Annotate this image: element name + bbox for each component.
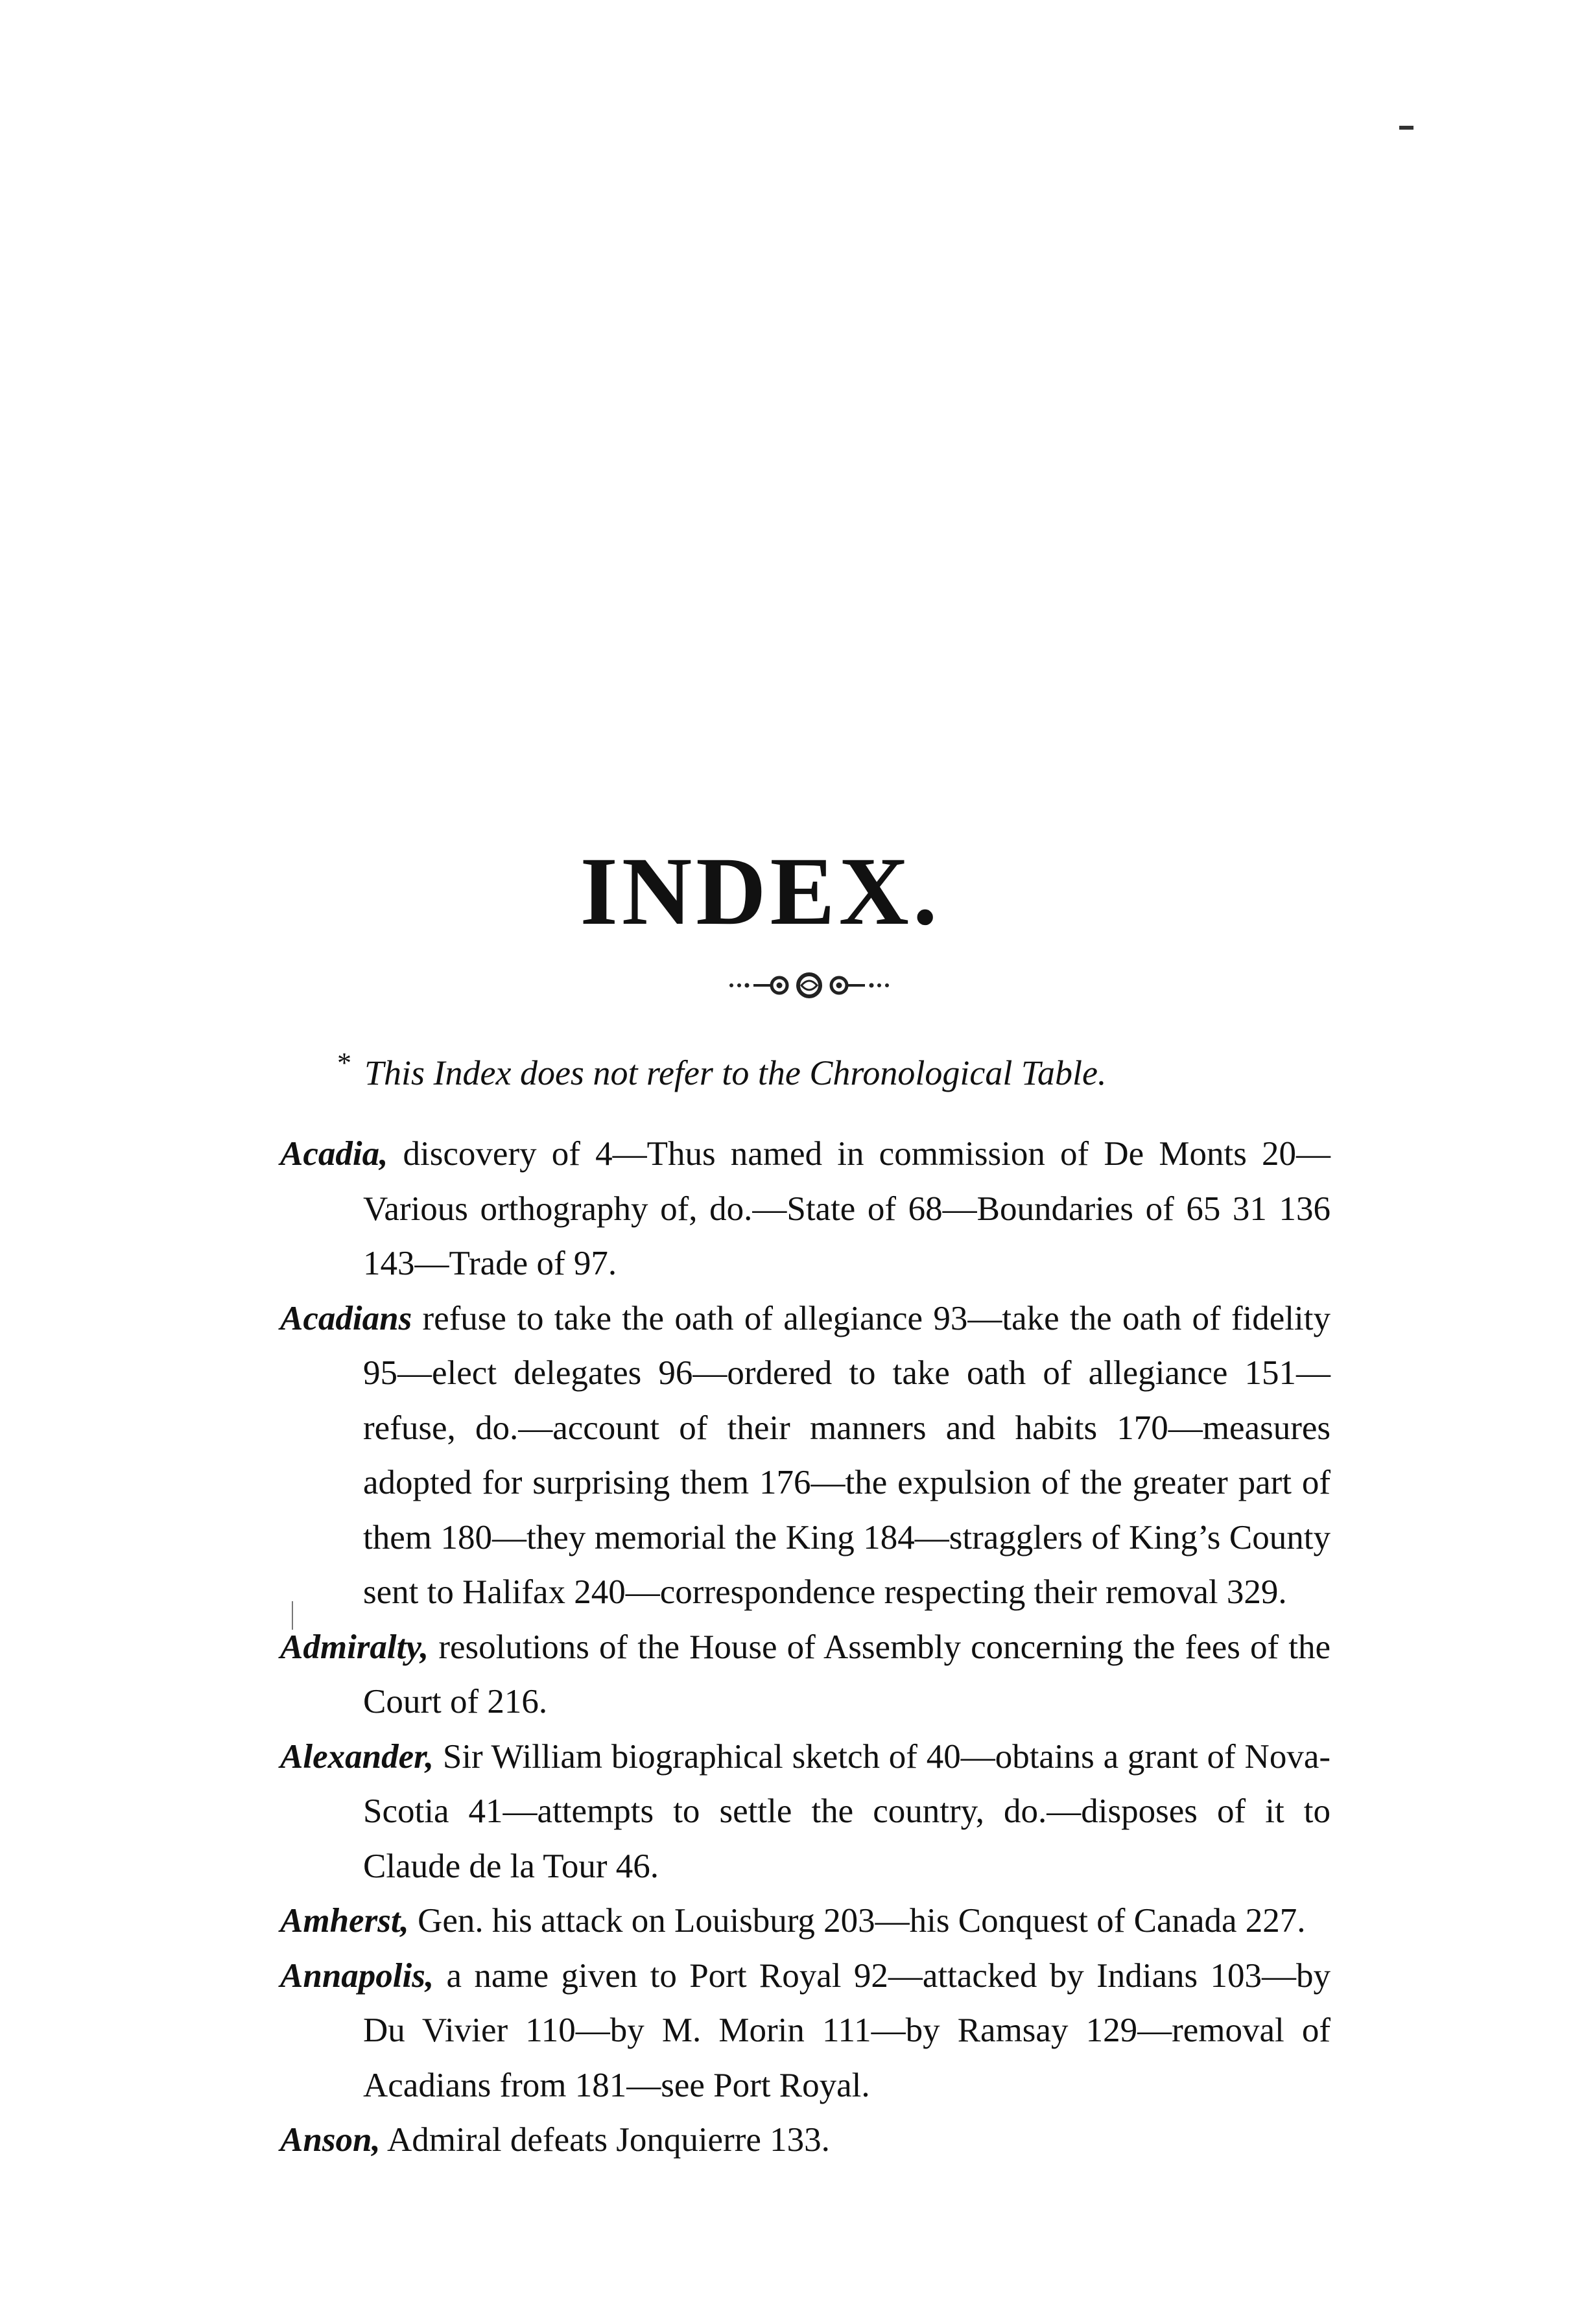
ornament-icon	[725, 972, 893, 998]
entry-text: a name given to Port Royal 92—attacked by Indians 103—by Du Vivier 110—by M. Morin 111—by Ramsay 129—removal of Acadians from 181—see Port Royal.	[363, 1956, 1331, 2104]
entry-heading: Admiralty,	[280, 1628, 429, 1666]
entry-heading: Amherst,	[280, 1902, 409, 1940]
index-entry-alexander	[280, 1730, 1331, 1894]
entry-heading: Acadians	[280, 1299, 412, 1337]
asterisk: *	[337, 1047, 351, 1079]
page-title: INDEX.	[580, 838, 941, 945]
entry-text: Admiral defeats Jonquierre 133.	[387, 2121, 830, 2159]
corner-mark	[1399, 126, 1413, 130]
index-entry-amherst	[280, 1894, 1331, 1949]
entry-text: resolutions of the House of Assembly concerning the fees of the Court of 216.	[363, 1628, 1331, 1720]
entry-text: discovery of 4—Thus named in commission of De Monts 20—Various orthography of, do.—State of 68—Boundaries of 65 31 136 143—Trade of 97.	[363, 1135, 1331, 1282]
note-text: This Index does not refer to the Chronological Table.	[364, 1053, 1107, 1092]
entry-heading: Annapolis,	[280, 1956, 434, 1995]
entry-text: Gen. his attack on Louisburg 203—his Conquest of Canada 227.	[418, 1902, 1306, 1940]
index-entry-admiralty	[280, 1620, 1331, 1730]
index-entries	[280, 1127, 1331, 2168]
entry-heading: Anson,	[280, 2121, 381, 2159]
index-entry-annapolis	[280, 1949, 1331, 2113]
index-note	[337, 1040, 1375, 1096]
index-entry-acadians	[280, 1291, 1331, 1620]
entry-text: refuse to take the oath of allegiance 93—take the oath of fidelity 95—elect delegates 96—ordered to take oath of allegiance 151—refuse, do.—account of their manners and habits 170—measures adopted for surprising them 176—the expulsion of the greater part of them 180—they memorial the King 184—stragglers of King’s County sent to Halifax 240—correspondence respecting their removal 329.	[363, 1299, 1331, 1611]
index-entry-anson	[280, 2113, 1331, 2168]
entry-heading: Acadia,	[280, 1135, 388, 1173]
index-entry-acadia	[280, 1127, 1331, 1291]
entry-heading: Alexander,	[280, 1737, 434, 1776]
entry-text: Sir William biographical sketch of 40—obtains a grant of Nova-Scotia 41—attempts to settle the country, do.—disposes of it to Claude de la Tour 46.	[363, 1737, 1331, 1885]
